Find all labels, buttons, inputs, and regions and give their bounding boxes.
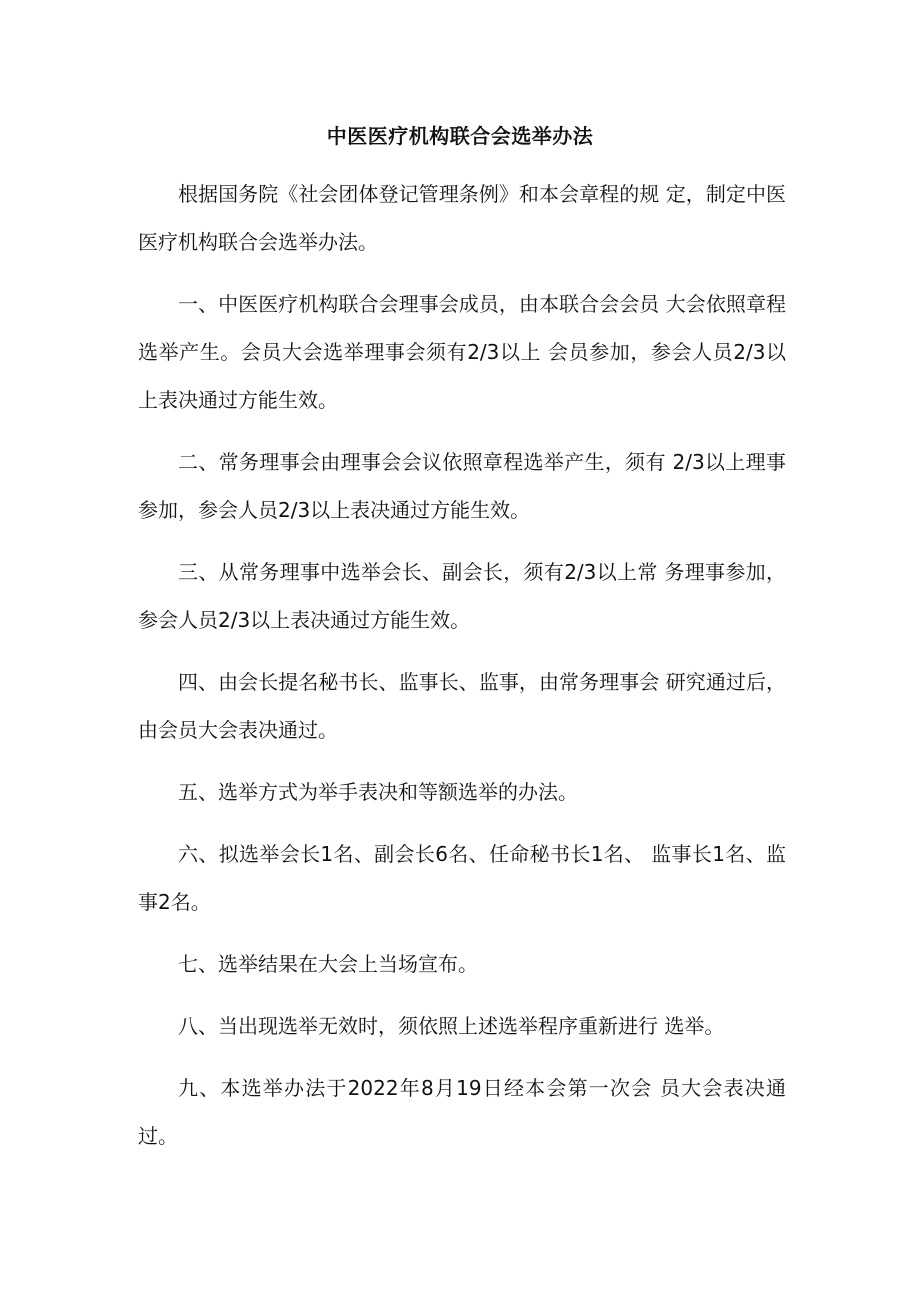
- paragraph-article-2: 二、常务理事会由理事会会议依照章程选举产生，须有 2/3以上理事参加，参会人员2/3以上表决通过方能生效。: [138, 450, 786, 522]
- paragraph-article-8: 八、当出现选举无效时，须依照上述选举程序重新进行 选举。: [178, 1014, 725, 1038]
- paragraph-article-4: 四、由会长提名秘书长、监事长、监事，由常务理事会 研究通过后，由会员大会表决通过。: [138, 670, 786, 742]
- document-body: [138, 170, 786, 1174]
- document-title: 中医医疗机构联合会选举办法: [326, 124, 594, 148]
- paragraph-article-7: 七、选举结果在大会上当场宣布。: [178, 952, 478, 976]
- paragraph-intro: 根据国务院《社会团体登记管理条例》和本会章程的规 定，制定中医医疗机构联合会选举办法。: [138, 182, 786, 254]
- paragraph-article-3: 三、从常务理事中选举会长、副会长，须有2/3以上常 务理事参加，参会人员2/3以上表决通过方能生效。: [138, 560, 786, 632]
- paragraph-article-9: 九、本选举办法于2022年8月19日经本会第一次会 员大会表决通过。: [138, 1076, 786, 1148]
- paragraph-article-6: 六、拟选举会长1名、副会长6名、任命秘书长1名、 监事长1名、监事2名。: [138, 842, 786, 914]
- paragraph-article-1: 一、中医医疗机构联合会理事会成员，由本联合会会员 大会依照章程选举产生。会员大会选举理事会须有2/3以上 会员参加，参会人员2/3以上表决通过方能生效。: [138, 292, 786, 412]
- paragraph-article-5: 五、选举方式为举手表决和等额选举的办法。: [178, 780, 578, 804]
